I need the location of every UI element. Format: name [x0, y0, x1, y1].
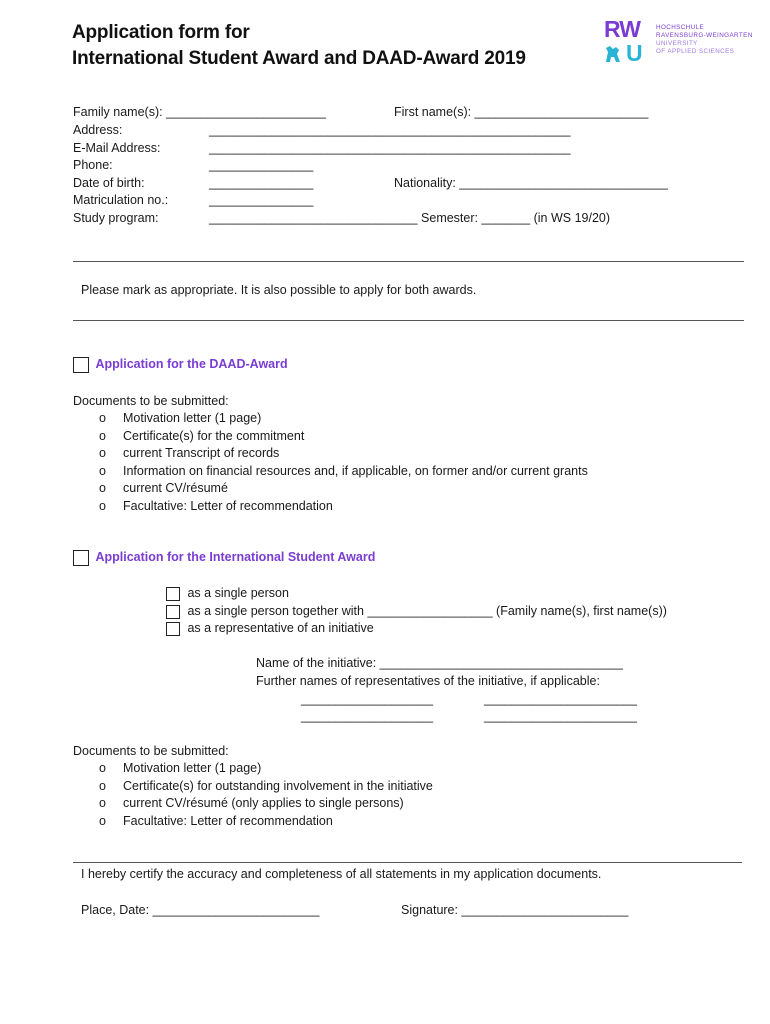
logo-line-1: HOCHSCHULE	[656, 24, 705, 31]
option-label: as a representative of an initiative	[187, 621, 374, 635]
dob-label: Date of birth:	[73, 176, 145, 190]
title-line-2: International Student Award and DAAD-Award 2019	[72, 48, 526, 69]
isa-docs-label: Documents to be submitted:	[73, 744, 229, 758]
list-item: o current Transcript of records	[99, 446, 280, 460]
list-item: o Certificate(s) for the commitment	[99, 428, 305, 443]
list-item: o Motivation letter (1 page)	[99, 411, 262, 425]
divider	[73, 320, 744, 321]
rep-name-field-1[interactable]: ___________________	[301, 692, 434, 706]
signature-field[interactable]: Signature: ________________________	[401, 903, 629, 917]
logo-line-3: UNIVERSITY	[656, 40, 698, 47]
isa-docs-list	[73, 760, 433, 830]
address-field[interactable]: ____________________________________________________	[209, 123, 571, 137]
logo-text	[656, 24, 753, 56]
address-label: Address:	[73, 123, 123, 137]
lion-icon	[604, 44, 622, 64]
email-label: E-Mail Address:	[73, 141, 161, 155]
list-item: o Facultative: Letter of recommendation	[99, 813, 333, 828]
family-name-field[interactable]: Family name(s): _______________________	[73, 105, 326, 119]
logo-line-2: RAVENSBURG-WEINGARTEN	[656, 32, 753, 39]
representative-checkbox[interactable]	[166, 622, 180, 636]
first-name-field[interactable]: First name(s): _________________________	[394, 105, 649, 119]
study-program-field[interactable]: ______________________________ Semester: _______ (in WS 19/20)	[209, 211, 611, 225]
logo-mark-rw: RW	[604, 16, 640, 42]
nationality-field[interactable]: Nationality: ______________________________	[394, 176, 668, 190]
rep-name-field-2[interactable]: ______________________	[484, 692, 637, 706]
option-label: as a single person	[187, 586, 289, 600]
phone-field[interactable]: _______________	[209, 158, 314, 172]
isa-award-option[interactable]	[73, 549, 375, 566]
logo-line-4: OF APPLIED SCIENCES	[656, 48, 735, 55]
certify-text: I hereby certify the accuracy and completeness of all statements in my application documents.	[81, 867, 602, 881]
matriculation-field[interactable]: _______________	[209, 193, 314, 207]
phone-label: Phone:	[73, 158, 113, 172]
option-label: as a single person together with __________________ (Family name(s), first name(s))	[187, 604, 667, 618]
list-item: o Information on financial resources and, if applicable, on former and/or current grants	[99, 463, 588, 478]
dob-field[interactable]: _______________	[209, 176, 314, 190]
rep-name-field-4[interactable]: ______________________	[484, 709, 637, 723]
isa-award-heading: Application for the International Student Award	[95, 550, 376, 564]
divider	[73, 261, 744, 262]
list-item: o Certificate(s) for outstanding involvement in the initiative	[99, 778, 433, 793]
list-item: o current CV/résumé	[99, 481, 228, 495]
logo-mark-u: U	[626, 40, 643, 66]
title-line-1: Application form for	[72, 22, 250, 43]
initiative-name-field[interactable]: Name of the initiative: ___________________________________	[256, 656, 623, 670]
email-field[interactable]: ____________________________________________________	[209, 141, 571, 155]
daad-award-checkbox[interactable]	[73, 357, 89, 373]
list-item: o Facultative: Letter of recommendation	[99, 498, 333, 513]
university-logo	[604, 18, 754, 66]
rep-name-field-3[interactable]: ___________________	[301, 709, 434, 723]
single-person-together-checkbox[interactable]	[166, 605, 180, 619]
list-item: o current CV/résumé (only applies to single persons)	[99, 796, 404, 810]
daad-docs-label: Documents to be submitted:	[73, 394, 229, 408]
divider	[73, 862, 742, 863]
further-names-label: Further names of representatives of the initiative, if applicable:	[256, 674, 600, 688]
matriculation-label: Matriculation no.:	[73, 193, 169, 207]
list-item: o Motivation letter (1 page)	[99, 761, 262, 775]
page-title	[72, 20, 526, 72]
option-single-person[interactable]	[166, 585, 289, 602]
notice-text: Please mark as appropriate. It is also possible to apply for both awards.	[81, 283, 477, 297]
daad-docs-list	[73, 410, 588, 515]
isa-award-checkbox[interactable]	[73, 550, 89, 566]
place-date-field[interactable]: Place, Date: ________________________	[81, 903, 320, 917]
option-representative[interactable]	[166, 620, 374, 637]
option-single-person-together[interactable]	[166, 603, 667, 620]
single-person-checkbox[interactable]	[166, 587, 180, 601]
daad-award-option[interactable]	[73, 356, 288, 373]
daad-award-heading: Application for the DAAD-Award	[95, 357, 288, 371]
study-program-label: Study program:	[73, 211, 159, 225]
